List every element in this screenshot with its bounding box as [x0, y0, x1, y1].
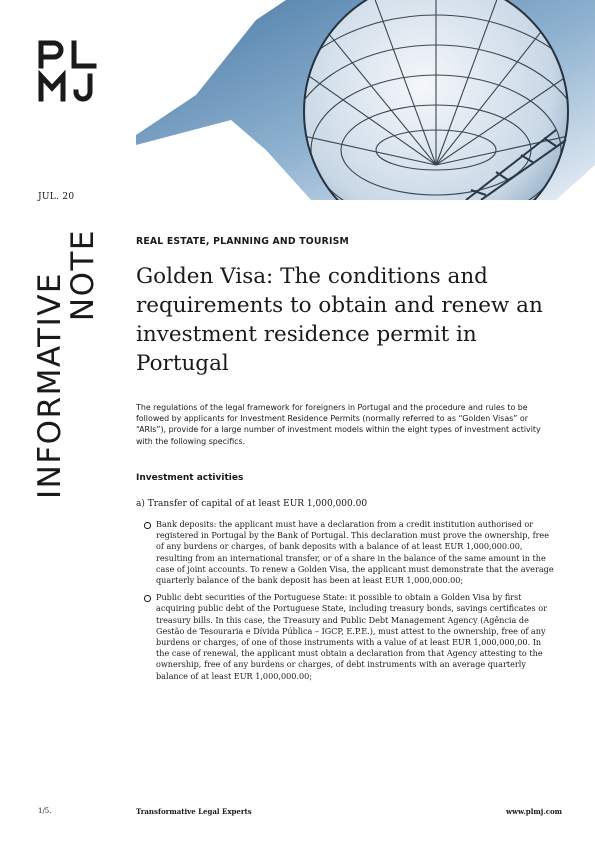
bullet-circle-icon [144, 522, 151, 529]
list-item-text: Bank deposits: the applicant must have a declaration from a credit institution authorised or registered in Portugal by the Bank of Portugal. This declaration must prove the ownership, free of any burdens or charges, of bank deposits with a balance of at least EUR 1,000,000.00, resulting from an international transfer, or of a share in the balance of the same amount in the case of joint accounts. To renew a Golden Visa, the applicant must demonstrate that the average quarterly balance of the bank deposit has been at least EUR 1,000,000.00; [156, 519, 554, 586]
hero-image [136, 0, 595, 200]
plmj-logo-mark [38, 40, 100, 102]
hero-illustration [136, 0, 595, 200]
list-item-heading: a) Transfer of capital of at least EUR 1,000,000.00 [136, 499, 368, 509]
vertical-label-line1: INFORMATIVE [32, 271, 68, 499]
plmj-logo [38, 40, 100, 102]
vertical-label-line2: NOTE [65, 229, 101, 322]
informative-note-label [34, 229, 100, 499]
practice-area: REAL ESTATE, PLANNING AND TOURISM [136, 236, 349, 247]
footer-tagline: Transformative Legal Experts [136, 807, 252, 816]
list-item [144, 592, 556, 682]
section-heading: Investment activities [136, 473, 244, 483]
bullet-circle-icon [144, 595, 151, 602]
list-item-text: Public debt securities of the Portuguese State: it possible to obtain a Golden Visa by first acquiring public debt of the Portuguese State, including treasury bonds, savings certificates or treasury bills. In this case, the Treasury and Public Debt Management Agency (Agência de Gestão de Tesouraria e Dívida Pública – IGCP, E.P.E.), must attest to the ownership, free of any burdens or charges, of one of those instruments with a value of at least EUR 1,000,000,00. In the case of renewal, the applicant must obtain a declaration from that Agency attesting to the ownership, free of any burdens or charges, of debt instruments with an average quarterly balance of at least EUR 1,000,000.00; [156, 592, 548, 681]
page-number: 1/5. [38, 807, 52, 815]
page-title: Golden Visa: The conditions and requirements to obtain and renew an investment residence permit in Portugal [136, 264, 543, 376]
list-item [144, 519, 556, 586]
intro-paragraph: The regulations of the legal framework for foreigners in Portugal and the procedure and rules to be followed by applicants for Investment Residence Permits (normally referred to as “Golden Visas” or “ARIs”), provide for a large number of investment models within the eight types of investment activity with the following specifics. [136, 403, 541, 446]
issue-date: JUL. 20 [38, 192, 75, 202]
bullet-list [144, 519, 556, 688]
footer-url[interactable]: www.plmj.com [506, 807, 563, 816]
